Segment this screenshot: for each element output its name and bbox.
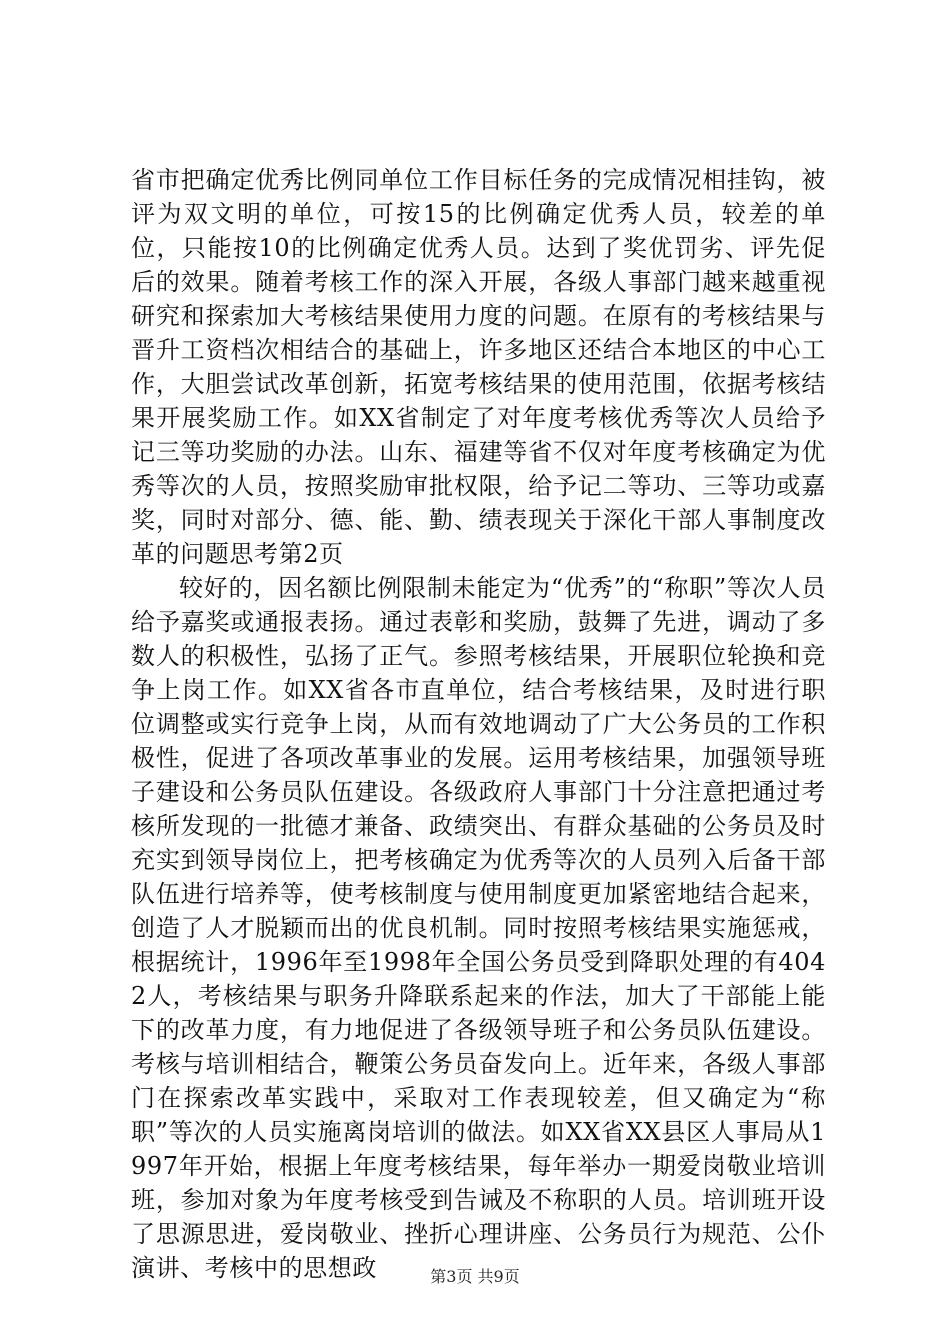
paragraph-2: 较好的，因名额比例限制未能定为“优秀”的“称职”等次人员给予嘉奖或通报表扬。通过表彰和奖励，鼓舞了先进，调动了多数人的积极性，弘扬了正气。参照考核结果，开展职位轮换和竞争上岗工作。如XX省各市直单位，结合考核结果，及时进行职位调整或实行竞争上岗，从而有效地调动了广大公务员的工作积极性，促进了各项改革事业的发展。运用考核结果，加强领导班子建设和公务员队伍建设。各级政府人事部门十分注意把通过考核所发现的一批德才兼备、政绩突出、有群众基础的公务员及时充实到领导岗位上，把考核确定为优秀等次的人员列入后备干部队伍进行培养等，使考核制度与使用制度更加紧密地结合起来，创造了人才脱颖而出的优良机制。同时按照考核结果实施惩戒，根据统计，1996年至1998年全国公务员受到降职处理的有4042人，考核结果与职务升降联系起来的作法，加大了干部能上能下的改革力度，有力地促进了各级领导班子和公务员队伍建设。考核与培训相结合，鞭策公务员奋发向上。近年来，各级人事部门在探索改革实践中，采取对工作表现较差，但又确定为“称职”等次的人员实施离岗培训的做法。如XX省XX县区人事局从1997年开始，根据上年度考核结果，每年举办一期爱岗敬业培训班，参加对象为年度考核受到告诫及不称职的人员。培训班开设了思源思进，爱岗敬业、挫折心理讲座、公务员行为规范、公仆演讲、考核中的思想政 bbox=[131, 574, 826, 1282]
page-footer bbox=[0, 1267, 950, 1287]
document-body bbox=[131, 163, 826, 1285]
page-number-label: 第3页 共9页 bbox=[430, 1267, 520, 1286]
paragraph-1: 省市把确定优秀比例同单位工作目标任务的完成情况相挂钩，被评为双文明的单位，可按15的比例确定优秀人员，较差的单位，只能按10的比例确定优秀人员。达到了奖优罚劣、评先促后的效果。随着考核工作的深入开展，各级人事部门越来越重视研究和探索加大考核结果使用力度的问题。在原有的考核结果与晋升工资档次相结合的基础上，许多地区还结合本地区的中心工作，大胆尝试改革创新，拓宽考核结果的使用范围，依据考核结果开展奖励工作。如XX省制定了对年度考核优秀等次人员给予记三等功奖励的办法。山东、福建等省不仅对年度考核确定为优秀等次的人员，按照奖励审批权限，给予记二等功、三等功或嘉奖，同时对部分、德、能、勤、绩表现关于深化干部人事制度改革的问题思考第2页 bbox=[131, 166, 826, 568]
